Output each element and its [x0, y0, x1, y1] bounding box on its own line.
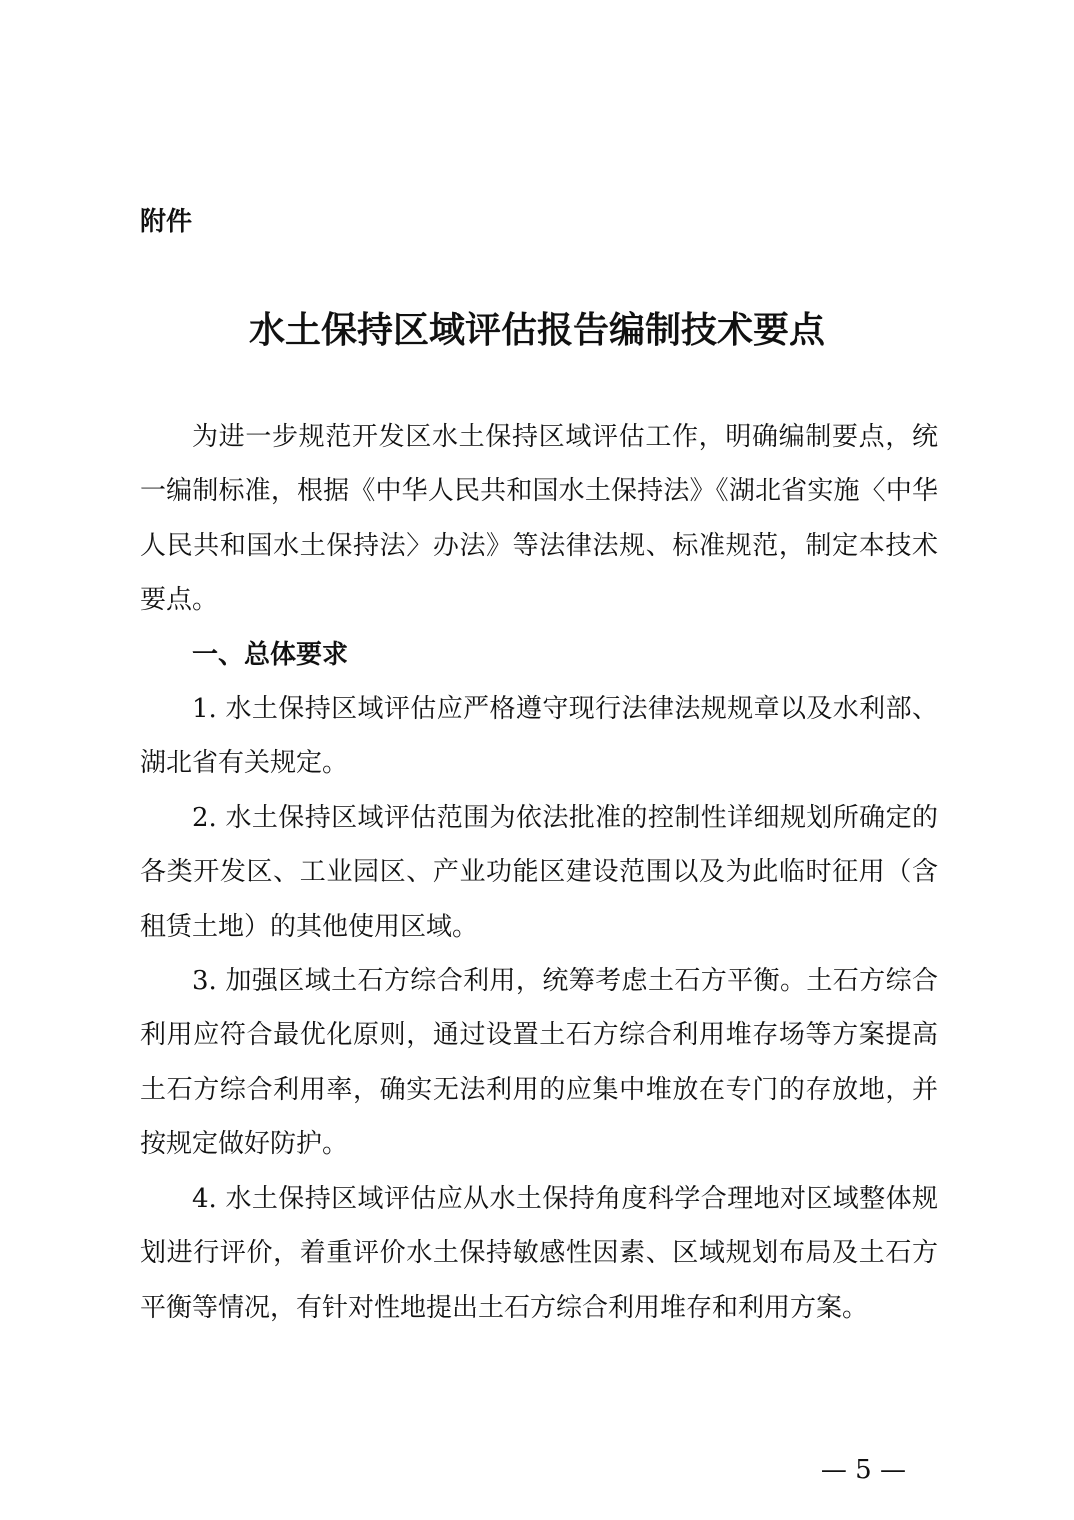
- page-number: — 5 —: [820, 1455, 906, 1485]
- list-item-4: 4. 水土保持区域评估应从水土保持角度科学合理地对区域整体规划进行评价，着重评价水土保持敏感性因素、区域规划布局及土石方平衡等情况，有针对性地提出土石方综合利用堆存和利用方案。: [140, 1183, 938, 1323]
- section-heading: 一、总体要求: [192, 639, 349, 670]
- list-item-2: 2. 水土保持区域评估范围为依法批准的控制性详细规划所确定的各类开发区、工业园区、产业功能区建设范围以及为此临时征用（含租赁土地）的其他使用区域。: [140, 802, 938, 942]
- attachment-label: 附件: [140, 207, 193, 237]
- list-item-1: 1. 水土保持区域评估应严格遵守现行法律法规规章以及水利部、湖北省有关规定。: [140, 694, 938, 779]
- document-body: [140, 410, 938, 1335]
- document-title: 水土保持区域评估报告编制技术要点: [248, 309, 825, 351]
- list-item-3: 3. 加强区域土石方综合利用，统筹考虑土石方平衡。土石方综合利用应符合最优化原则，通过设置土石方综合利用堆存场等方案提高土石方综合利用率，确实无法利用的应集中堆放在专门的存放地，并按规定做好防护。: [140, 966, 938, 1160]
- intro-paragraph: 为进一步规范开发区水土保持区域评估工作，明确编制要点，统一编制标准，根据《中华人民共和国水土保持法》《湖北省实施〈中华人民共和国水土保持法〉办法》等法律法规、标准规范，制定本技术要点。: [140, 422, 938, 616]
